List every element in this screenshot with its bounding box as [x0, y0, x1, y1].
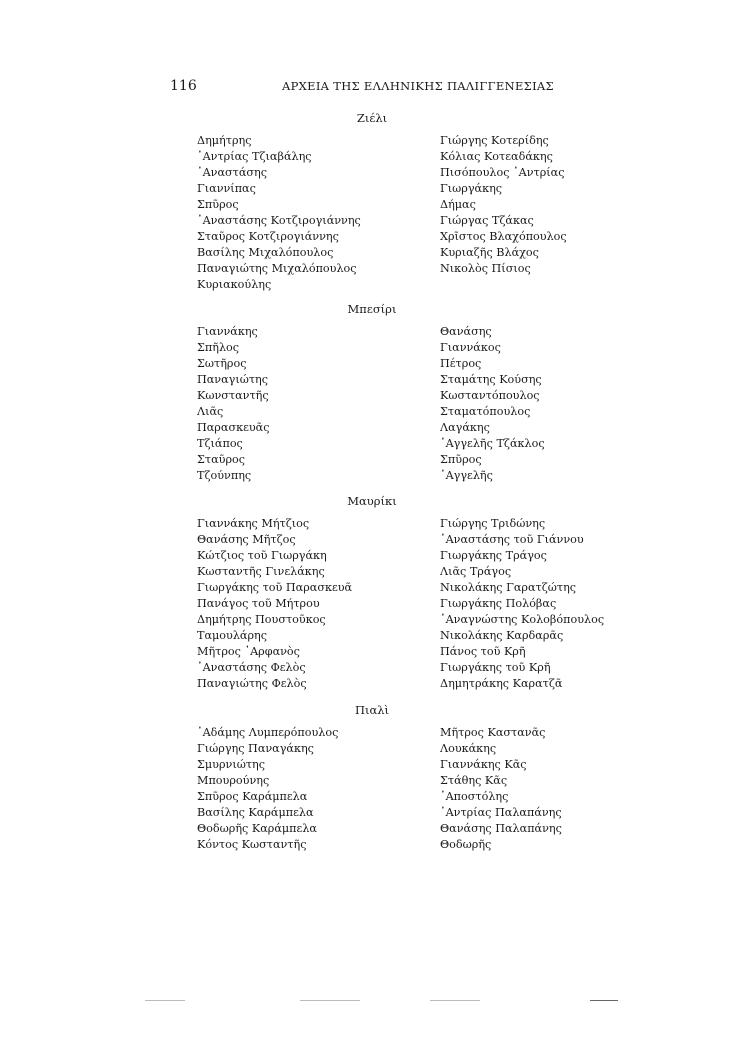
name-entry: Πισόπουλος ᾽Αντρίας	[440, 166, 565, 179]
name-entry: ᾽Αδάμης Λυμπερόπουλος	[197, 726, 339, 739]
name-entry: Κόντος Κωσταντῆς	[197, 838, 307, 851]
name-entry: ᾽Αναστάσης Κοτζιρογιάννης	[197, 214, 361, 227]
name-entry: Σταῦρος Κοτζιρογιάννης	[197, 230, 339, 243]
name-entry: Νικολὸς Πίσιος	[440, 262, 531, 275]
name-entry: Λουκάκης	[440, 742, 497, 755]
name-entry: Θοδωρῆς Καράμπελα	[197, 822, 317, 835]
name-entry: Παναγιώτης Φελὸς	[197, 677, 307, 690]
name-entry: Σταματόπουλος	[440, 405, 531, 418]
name-entry: Μπουρούνης	[197, 774, 270, 787]
name-entry: Μῆτρος ᾽Αρφανὸς	[197, 645, 300, 658]
running-head: ΑΡΧΕΙΑ ΤΗΣ ΕΛΛΗΝΙΚΗΣ ΠΑΛΙΓΓΕΝΕΣΙΑΣ	[282, 79, 554, 93]
name-entry: Παναγιώτης Μιχαλόπουλος	[197, 262, 357, 275]
name-entry: Σταῦρος	[197, 453, 246, 466]
name-entry: Κυριαζῆς Βλάχος	[440, 246, 539, 259]
scan-mark	[145, 1000, 185, 1001]
name-entry: Νικολάκης Καρδαρᾶς	[440, 629, 564, 642]
name-entry: Βασίλης Μιχαλόπουλος	[197, 246, 334, 259]
page-number: 116	[170, 78, 197, 94]
name-entry: Παρασκευᾶς	[197, 421, 270, 434]
name-entry: Κυριακούλης	[197, 278, 272, 291]
name-entry: Πανάγος τοῦ Μήτρου	[197, 597, 320, 610]
name-entry: Δήμας	[440, 198, 476, 211]
scan-mark	[300, 1000, 360, 1001]
name-entry: Γιαννάκος	[440, 341, 501, 354]
section-title: Ζιέλι	[356, 111, 388, 125]
name-entry: Θοδωρῆς	[440, 838, 492, 851]
name-entry: Κωσταντόπουλος	[440, 389, 540, 402]
scan-bottom-marks	[140, 1000, 620, 1003]
name-entry: Γιώργης Παναγάκης	[197, 742, 314, 755]
section-title: Πιαλὶ	[354, 703, 390, 717]
name-entry: Πάνος τοῦ Κρῆ	[440, 645, 526, 658]
name-entry: Κώτζιος τοῦ Γιωργάκη	[197, 549, 327, 562]
section-title: Μπεσίρι	[347, 302, 397, 316]
name-entry: Γιαννίπας	[197, 182, 256, 195]
name-entry: ᾽Αναστάσης	[197, 166, 268, 179]
name-entry: Κόλιας Κοτεαδάκης	[440, 150, 553, 163]
page-header	[0, 78, 744, 98]
left-name-column	[197, 324, 270, 484]
name-entry: Γιωργάκης Τράγος	[440, 549, 547, 562]
name-entry: Λιᾶς Τράγος	[440, 565, 512, 578]
name-entry: Γιώργης Κοτερίδης	[440, 134, 549, 147]
name-entry: Σπῦρος Καράμπελα	[197, 790, 308, 803]
name-entry: Σπῦρος	[440, 453, 482, 466]
name-entry: Θανάσης Παλαπάνης	[440, 822, 562, 835]
right-name-column	[440, 516, 604, 692]
name-entry: ᾽Αναστάσης Φελὸς	[197, 661, 306, 674]
name-entry: Γιώργας Τζάκας	[440, 214, 534, 227]
name-entry: ᾽Αποστόλης	[440, 790, 509, 803]
name-entry: Σωτῆρος	[197, 357, 247, 370]
name-entry: Μῆτρος Καστανᾶς	[440, 726, 546, 739]
name-entry: ᾽Αγγελῆς Τζάκλος	[440, 437, 545, 450]
scan-mark	[590, 1000, 618, 1001]
section-title: Μαυρίκι	[347, 494, 397, 508]
right-name-column	[440, 725, 562, 853]
name-entry: Θανάσης Μῆτζος	[197, 533, 296, 546]
name-entry: Γιαννάκης Κᾶς	[440, 758, 527, 771]
name-entry: Λιᾶς	[197, 405, 224, 418]
name-entry: Νικολάκης Γαρατζώτης	[440, 581, 577, 594]
name-entry: Σπῦρος	[197, 198, 239, 211]
name-entry: Σμυρνιώτης	[197, 758, 266, 771]
name-entry: Δημητράκης Καρατζᾶ	[440, 677, 563, 690]
name-entry: Παναγιώτης	[197, 373, 269, 386]
name-entry: Γιωργάκης	[440, 182, 503, 195]
scan-mark	[430, 1000, 480, 1001]
right-name-column	[440, 133, 567, 277]
name-entry: Λαγάκης	[440, 421, 490, 434]
name-entry: ᾽Αναγνώστης Κολοβόπουλος	[440, 613, 605, 626]
name-entry: ᾽Αναστάσης τοῦ Γιάννου	[440, 533, 584, 546]
name-entry: Γιωργάκης τοῦ Παρασκευᾶ	[197, 581, 353, 594]
name-entry: Σπῆλος	[197, 341, 240, 354]
name-entry: Γιωργάκης Πολόβας	[440, 597, 557, 610]
name-entry: Δημήτρης Πουστοῦκος	[197, 613, 326, 626]
name-entry: Θανάσης	[440, 325, 492, 338]
name-entry: Σταμάτης Κούσης	[440, 373, 542, 386]
name-entry: Κωνσταντῆς	[197, 389, 269, 402]
name-entry: Δημήτρης	[197, 134, 252, 147]
name-entry: Γιωργάκης τοῦ Κρῆ	[440, 661, 551, 674]
name-entry: Γιώργης Τριδώνης	[440, 517, 546, 530]
name-entry: ᾽Αντρίας Τζιαβάλης	[197, 150, 312, 163]
name-entry: Ταμουλάρης	[197, 629, 268, 642]
right-name-column	[440, 324, 545, 484]
left-name-column	[197, 516, 352, 692]
name-entry: Στάθης Κᾶς	[440, 774, 508, 787]
name-entry: Χρῖστος Βλαχόπουλος	[440, 230, 567, 243]
left-name-column	[197, 133, 361, 293]
name-entry: Τζιάπος	[197, 437, 243, 450]
name-entry: Γιαννάκης Μήτζιος	[197, 517, 310, 530]
name-entry: ᾽Αντρίας Παλαπάνης	[440, 806, 562, 819]
name-entry: ᾽Αγγελῆς	[440, 469, 493, 482]
name-entry: Κωσταντῆς Γινελάκης	[197, 565, 325, 578]
name-entry: Πέτρος	[440, 357, 482, 370]
left-name-column	[197, 725, 338, 853]
name-entry: Τζούνπης	[197, 469, 252, 482]
name-entry: Γιαννάκης	[197, 325, 258, 338]
name-entry: Βασίλης Καράμπελα	[197, 806, 314, 819]
